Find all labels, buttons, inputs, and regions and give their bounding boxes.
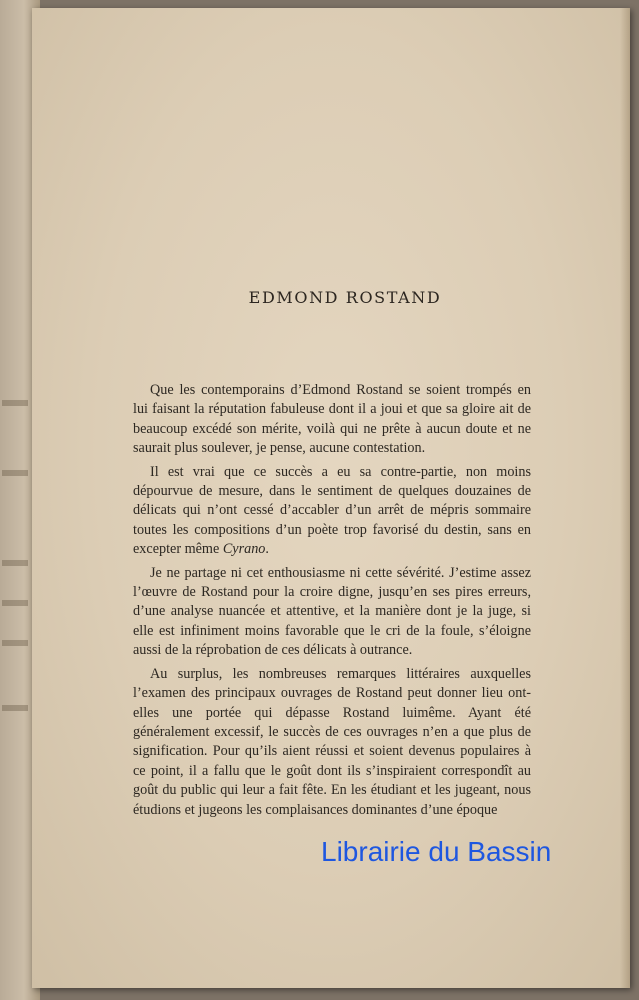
paragraph-text: Je ne partage ni cet enthousiasme ni cette sévérité. J’estime assez l’œuvre de Rostand pour la croire digne, jusqu’en ses pires erreurs, d’une analyse nuancée et attentive, et la manière dont je la juge, si elle est infiniment moins favorable que le cri de la foule, s’éloigne aussi de la réprobation de ces délicats à outrance.	[133, 564, 531, 659]
underlying-text-fragment	[2, 470, 28, 476]
paragraph	[133, 463, 531, 560]
paragraph-text: Que les contemporains d’Edmond Rostand se soient trompés en lui faisant la réputation fabuleuse dont il a joui et que sa gloire ait de beaucoup excédé son mérite, voilà qui ne prête à aucun doute et ne saurait plus soulever, je pense, aucune contestation.	[133, 382, 531, 457]
page-title: EDMOND ROSTAND	[248, 288, 442, 307]
underlying-text-fragment	[2, 560, 28, 566]
underlying-text-fragment	[2, 705, 28, 711]
paragraph	[133, 381, 531, 459]
underlying-text-fragment	[2, 600, 28, 606]
paragraph-text: Il est vrai que ce succès a eu sa contre-partie, non moins dépourvue de mesure, dans le sentiment de quelques douzaines de délicats qui n’ont cessé d’accabler d’un arrêt de mépris sommaire toutes les compositions d’un poète trop favorisé du destin, sans en excepter même	[133, 463, 531, 558]
watermark-text: Librairie du Bassin	[321, 836, 552, 867]
paragraph	[133, 665, 531, 820]
body-text	[133, 381, 531, 824]
paragraph-text: .	[265, 541, 269, 558]
underlying-text-fragment	[2, 400, 28, 406]
italic-title-text: Cyrano	[222, 541, 266, 558]
paragraph	[133, 564, 531, 661]
paragraph-text: Au surplus, les nombreuses remarques littéraires auxquelles l’examen des principaux ouvrages de Rostand peut donner lieu ont-elles une portée qui dépasse Rostand luimême. Ayant été généralement excessif, le succès de ces ouvrages n’en a que plus de signification. Pour qu’ils aient réussi et soient devenus populaires à ce point, il a fallu que le goût dont ils s’inspiraient correspondît au goût du public qui leur a fait fête. En les étudiant et les jugeant, nous étudions et jugeons les complaisances dominantes d’une époque	[133, 665, 531, 818]
underlying-text-fragment	[2, 640, 28, 646]
